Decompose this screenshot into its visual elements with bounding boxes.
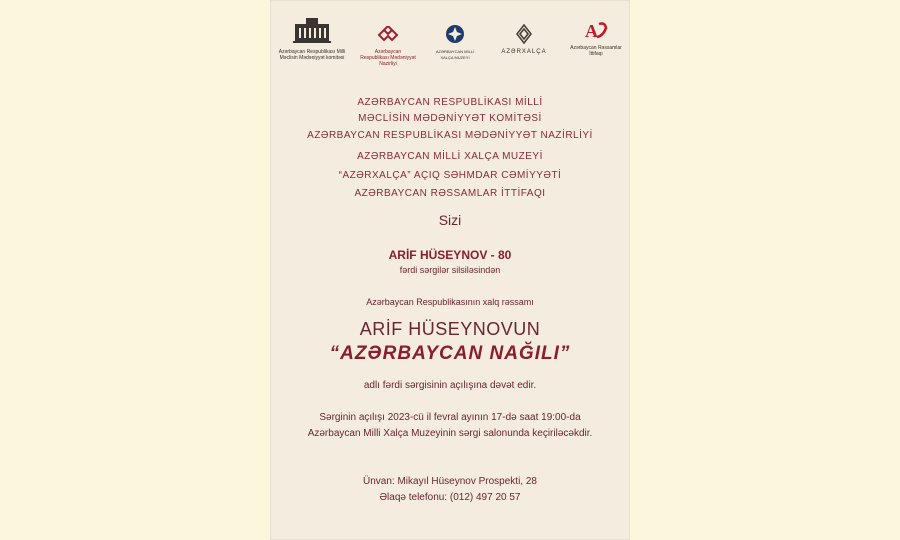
organizer-line: “AZƏRXALÇA” AÇIQ SƏHMDAR CƏMİYYƏTİ <box>338 170 562 181</box>
logo-artists-union <box>570 20 622 57</box>
phone: Əlaqə telefonu: (012) 497 20 57 <box>379 492 521 503</box>
ministry-knot-icon <box>377 26 399 44</box>
carpet-museum-emblem-icon <box>445 24 465 44</box>
logo-strip <box>270 0 630 80</box>
logo-parliament <box>278 18 346 61</box>
opening-venue: Azərbaycan Milli Xalça Muzeyinin sərgi salonunda keçiriləcəkdir. <box>307 428 593 439</box>
logo-carpet-museum <box>432 24 478 61</box>
parliament-building-icon <box>292 18 332 44</box>
invitation-card <box>270 0 630 540</box>
artists-union-mark-icon <box>583 20 609 40</box>
invite-line: adlı fərdi sərgisinin açılışına dəvət edir. <box>363 380 537 391</box>
series-subtitle: fərdi sərgilər silsiləsindən <box>399 265 501 275</box>
organizer-line: MƏCLİSİN MƏDƏNİYYƏT KOMİTƏSİ <box>358 113 542 124</box>
logo-carpet-museum-caption: AZƏRBAYCAN MİLLİ XALÇA MUZEYİ <box>435 49 475 60</box>
organizer-line: AZƏRBAYCAN RESPUBLİKASI MƏDƏNİYYƏT NAZİRLİYİ <box>307 130 593 141</box>
svg-text:A: A <box>585 21 598 40</box>
logo-ministry <box>360 26 416 67</box>
logo-ministry-caption: Azərbaycan Respublikası Mədəniyyət Nazirliyi <box>360 49 416 67</box>
opening-datetime: Sərginin açılışı 2023-cü il fevral ayının 17-də saat 19:00-da <box>319 412 581 423</box>
address: Ünvan: Mikayıl Hüseynov Prospekti, 28 <box>363 476 537 487</box>
organizer-line: AZƏRBAYCAN RESPUBLİKASI MİLLİ <box>357 97 543 108</box>
artist-role: Azərbaycan Respublikasının xalq rəssamı <box>366 297 534 307</box>
logo-artists-union-caption: Azərbaycan Rəssamlar İttifaqı <box>570 45 622 57</box>
invite-sizi: Sizi <box>438 212 462 228</box>
artist-name: ARİF HÜSEYNOVUN <box>359 319 541 339</box>
series-title: ARİF HÜSEYNOV - 80 <box>388 248 512 262</box>
logo-parliament-caption: Azərbaycan Respublikası Milli Məclisin Mədəniyyət komitəsi <box>278 49 346 61</box>
organizer-line: AZƏRBAYCAN MİLLİ XALÇA MUZEYİ <box>357 151 543 162</box>
exhibition-title: “AZƏRBAYCAN NAĞILI” <box>329 343 571 364</box>
organizer-line: AZƏRBAYCAN RƏSSAMLAR İTTİFAQI <box>354 188 546 199</box>
logo-azerxalca <box>496 24 552 55</box>
logo-azerxalca-caption: AZƏRXALÇA <box>501 49 547 55</box>
azerxalca-ornament-icon <box>515 24 533 44</box>
